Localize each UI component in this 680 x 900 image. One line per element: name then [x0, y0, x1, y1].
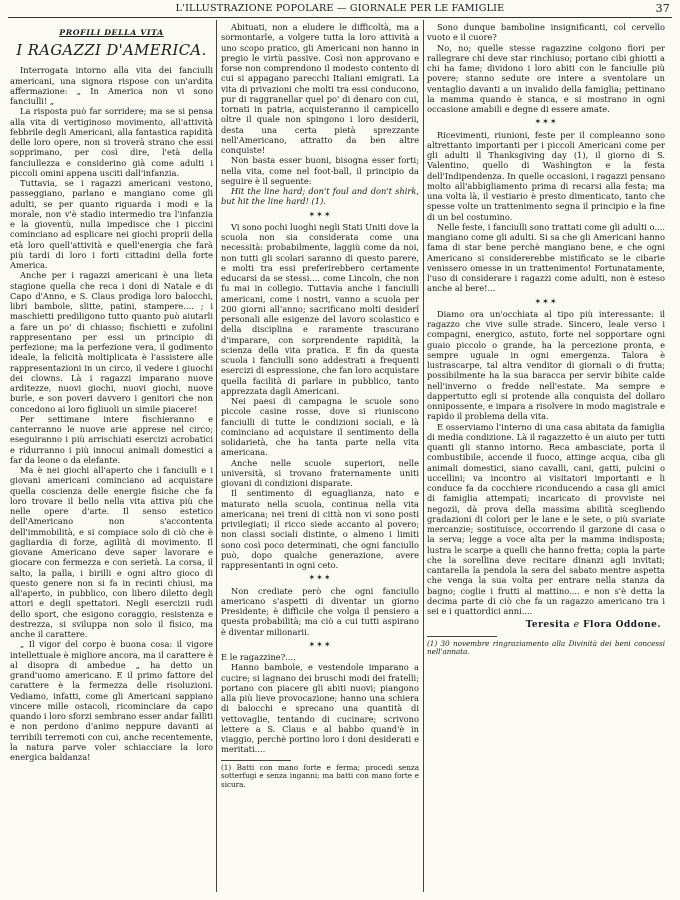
paragraph: E le ragazzine?....	[221, 652, 296, 662]
signature-connector: e	[573, 620, 580, 631]
paragraph: Non basta esser buoni, bisogna esser forti; nella vita, come nel foot-ball, il principio da seguire è il seguente:	[221, 155, 419, 186]
paragraph: E osserviamo l'interno di una casa abitata da famiglia di media condizione. Là il ragazzetto è un aiuto per tutti quanti gli stanno intorno. Reca ambasciate, porta il combustibile, accende il fuoco, attinge acqua, ciba gli animali domestici, siano cavalli, cani, gatti, pulcini o uccellini; va incontro ai visitatori importanti e li conduce fa da cocchiere riconducendo a casa gli amici di famiglia attempati; incaricato di provviste nei negozii, dà prova della massima abilità scegliendo gradazioni di colori per le lane e le sete, o più svariate mercanzie; sostituisce, occorrendo il garzone di casa o la serva; legge a voce alta per la mamma indisposta; lustra le scarpe a quelli che hanno fretta; copia la parte che la sorellina deve recitare dinanzi agli invitati; cantarella la pendola la sera del sabato mentre aspetta che venga la sua volta per entrare nella stanza da bagno; coglie i frutti al mattino.... e non s'è detta la decima parte di ciò che fa un ragazzo americano tra i sei e i quattordici anni....	[427, 421, 665, 616]
paragraph: Sono dunque bamboline insignificanti, col cervello vuoto e il cuore?	[427, 22, 665, 43]
column-3	[427, 22, 665, 894]
section-separator: ✶✶✶	[308, 573, 332, 583]
paragraph: Tuttavia, se i ragazzi americani vestono, passeggiano, parlano e mangiano come gli adulti, se per quanto riguarda i modi e la morale, non v'è stadio intermedio tra l'infanzia e la gioventù, nulla impedisce che i piccini cominciano ad esplicare nei giochi proprii della età loro quell'attività e quell'energia che farà più tardi di loro i forti cittadini della forte America.	[10, 178, 213, 270]
section-separator: ✶✶✶	[308, 209, 332, 219]
column-divider	[216, 20, 217, 892]
paragraph: Nei paesi di campagna le scuole sono piccole casine rosse, dove si riuniscono fanciulli di tutte le condizioni sociali, e là cominciano ad acquistare il sentimento della solidarietà, che ha tanta parte nella vita americana.	[221, 396, 419, 458]
footnote: (1) Batti con mano forte e ferma; procedi senza sotterfugi e senza inganni; ma batti con mano forte e sicura.	[221, 762, 419, 789]
author-name: Flora Oddone.	[583, 620, 661, 631]
paragraph: Interrogata intorno alla vita dei fanciulli americani, una signora rispose con un'ardita affermazione: „ In America non vi sono fanciulli! „	[10, 65, 213, 106]
paragraph: „ Il vigor del corpo è buona cosa: il vigore intellettuale è migliore ancora, ma il carattere è al disopra di ambedue „ ha detto un grand'uomo americano. E il primo fattore del carattere è la fermezza delle risoluzioni. Vediamo, infatti, come gli Americani sappiano vincere mille ostacoli, ricominciare da capo quando i loro sforzi sembrano esser andar falliti e non perdono d'animo neppure davanti ai terribili terremoti con cui, anche recentemente, la natura parve voler schiacciare la loro energica baldanza!	[10, 639, 213, 762]
column-divider	[423, 20, 424, 892]
paragraph: Non crediate però che ogni fanciullo americano s'aspetti di diventar un giorno Presidente; è difficile che volga il pensiero a questa probabilità; ma ciò a cui tutti aspirano è diventar milionarii.	[221, 585, 419, 637]
paragraph: Vi sono pochi luoghi negli Stati Uniti dove la scuola non sia considerata come una necessità: probabilmente, laggiù come da noi, non tutti gli scolari saranno di questo parere, e molti tra essi preferirebbero certamente educarsi da se stessi.... come Lincoln, che non fu mai in collegio. Tuttavia anche i fanciulli americani, come i nostri, vanno a scuola per 200 giorni all'anno; sacrificano molti desiderî personali alle esigenze del lavoro scolastico e della disciplina e raramente trascurano d'imparare, con sorprendente rapidità, la scienza della vita pratica. E fin da questa scuola i fanciulli sono addestrati a frequenti esercizi di espressione, che fan loro acquistare quella facilità di parlare in pubblico, tanto apprezzata dagli Americani.	[221, 221, 419, 396]
paragraph: Nelle feste, i fanciulli sono trattati come gli adulti o.... mangiano come gli adulti. Si sa che gli Americani hanno fama di star bene perchè mangiano bene, e che ogni Americano si considererebbe mistificato se le cibarie venissero omesse in un trattenimento! Fortunatamente, l'uso di considerare i ragazzi come adulti, non è esteso anche al bere!...	[427, 221, 665, 294]
paragraph: Abituati, non a eludere le difficoltà, ma a sormontarle, a volgere tutta la loro attività a uno scopo pratico, gli Americani non hanno in pregio le virtù passive. Così non approvano e forse non comprendono il modesto contento di cui si appagano parecchi Italiani emigrati. La vita di privazioni che molti tra essi conducono, pur di raggranellar quel po' di denaro con cui, tornati in patria, acquisteranno il campicello oltre il quale non spingono i loro desiderii, desta una certa pietà sprezzante nell'Americano, attratto da ben altre conquiste!	[221, 22, 419, 155]
paragraph: Anche nelle scuole superiori, nelle università, si trovano fraternamente uniti giovani di condizioni disparate.	[221, 457, 419, 488]
author-signature	[427, 620, 661, 630]
paragraph: Hanno bambole, e vestendole imparano a cucire; si lagnano dei bruschi modi dei fratelli; portano con piacere gli abiti nuovi; piangono alla più lieve provocazione; hanno una schiera di balocchi e sprecano una quantità di vettovaglie, tentando di cucinare; scrivono lettere a S. Claus e al babbo quand'è in viaggio, perchè portino loro i doni desiderati e meritati....	[221, 662, 419, 755]
paragraph: Ricevimenti, riunioni, feste per il compleanno sono altrettanto importanti per i piccoli Americani come per gli adulti il Thanksgiving day (1), il giorno di S. Valentino, quello di Washington e la festa dell'Indipendenza. In quelle occasioni, i ragazzi pensano molto all'abbigliamento prima di recarsi alla festa; ma una volta là, il vestiario è presto dimenticato, tanto che spesse volte un trattenimento segna il principio e la fine di un bel costumino.	[427, 129, 665, 222]
paragraph: Anche per i ragazzi americani è una lieta stagione quella che reca i doni di Natale e di Capo d'Anno, e S. Claus prodiga loro balocchi, libri bambole, slitte, patini, stampere.... ; i maschietti prediligono tutto quanto può aiutarli a fare un po' di chiasso; fischietti e zufolini rappresentano per essi un principio di perfezione; ma la perfezione vera, il godimento ideale, la felicità moltiplicata è l'assistere alle rappresentazioni in un circo, il vedere i giuochi dei clowns. Là i ragazzi imparano nuove arditezze, nuovi giochi, nuovi giochi, nuove burle, e son poveri davvero i genitori che non concedono ai loro figliuoli un simile piacere!	[10, 270, 213, 414]
motto: Hit the line hard; don't foul and don't shirk, but hit the line hard! (1).	[221, 186, 419, 207]
page-number: 37	[655, 2, 670, 15]
section-separator: ✶✶✶	[308, 639, 332, 649]
footnote: (1) 30 novembre ringraziamento alla Divinità dei beni concessi nell'annata.	[427, 638, 665, 657]
paragraph: No, no; quelle stesse ragazzine colgono fiori per rallegrare chi deve star rinchiuso; portano cibi ghiotti a chi ha fame; dividono i loro abiti con le fanciulle più povere; stanno sedute ore intere a sventolare un ventaglio davanti a un invalido della famiglia; pettinano la mamma quando è stanca, e si mostrano in ogni occasione amabili e degne di essere amate.	[427, 42, 665, 114]
author-name: Teresita	[525, 620, 571, 631]
section-kicker: PROFILI DELLA VITA	[59, 28, 164, 37]
paragraph: Il sentimento di eguaglianza, nato e maturato nella scuola, continua nella vita americana; nei treni di città non vi sono posti privilegiati; il ricco siede accanto al povero; non classi sociali distinte, o almeno i limiti sono così poco determinati, che ogni fanciullo può, dopo qualche generazione, avere rappresentanti in ogni ceto.	[221, 488, 419, 570]
magazine-title: L'ILLUSTRAZIONE POPOLARE — GIORNALE PER LE FAMIGLIE	[175, 3, 505, 14]
footnote-rule	[221, 760, 291, 761]
paragraph: La risposta può far sorridere; ma se si pensa alla vita di vertiginoso movimento, all'attività febbrile degli Americani, alla fantastica rapidità delle loro opere, non si troverà strano che essi sopprimano, per così dire, l'età della fanciullezza e considerino già come adulti i piccoli omini appena usciti dall'infanzia.	[10, 106, 213, 178]
article-headline: I RAGAZZI D'AMERICA.	[16, 42, 207, 60]
footnote-rule	[427, 636, 497, 637]
column-1	[10, 22, 213, 894]
running-header	[8, 2, 672, 16]
section-separator: ✶✶✶	[534, 117, 558, 127]
header-rule	[8, 17, 672, 18]
paragraph: Diamo ora un'occhiata al tipo più interessante: il ragazzo che vive sulle strade. Sincero, leale verso i compagni, energico, astuto, forte nel sopportare ogni guaio piccolo o grande, ha la percezione pronta, e sempre uguale in ogni emergenza. Talora è lustrascarpe, tal altra venditor di giornali o di frutta; possibilmente ha la sua baracca per servir bibite calde nell'inverno o fredde nell'estate. Ma sempre e dappertutto egli si protende alla conquista del dollaro onnipossente, e impara a risolvere in modo magistrale e rapido il problema della vita.	[427, 308, 665, 422]
paragraph: Ma è nei giochi all'aperto che i fanciulli e i giovani americani cominciano ad acquistare quella coscienza delle energie fisiche che fa loro trovare il bello nella vita attiva più che nelle opere d'arte. Il senso estetico dell'Americano non s'accontenta dell'immobilità, e si compiace solo di ciò che è gagliardia di forze, agilità di movimento. Il giovane Americano deve saper lavorare e giocare con fermezza e con serietà. La corsa, il salto, la palla, i birilli e ogni altro gioco di questo genere non si fa in recinti chiusi, ma all'aperto, in pubblico, con libero diletto degli attori e degli spettatori. Negli esercizii rudi dello sport, che esigono coraggio, resistenza e destrezza, si sviluppa non solo il fisico, ma anche il carattere.	[10, 465, 213, 639]
paragraph: Per settimane intere fischieranno e canterranno le nuove arie apprese nel circo; eseguiranno i più arrischiati esercizi acrobatici e ridurranno i più innocui animali domestici a far da leone o da elefante.	[10, 413, 213, 465]
column-2	[221, 22, 419, 894]
section-separator: ✶✶✶	[534, 296, 558, 306]
